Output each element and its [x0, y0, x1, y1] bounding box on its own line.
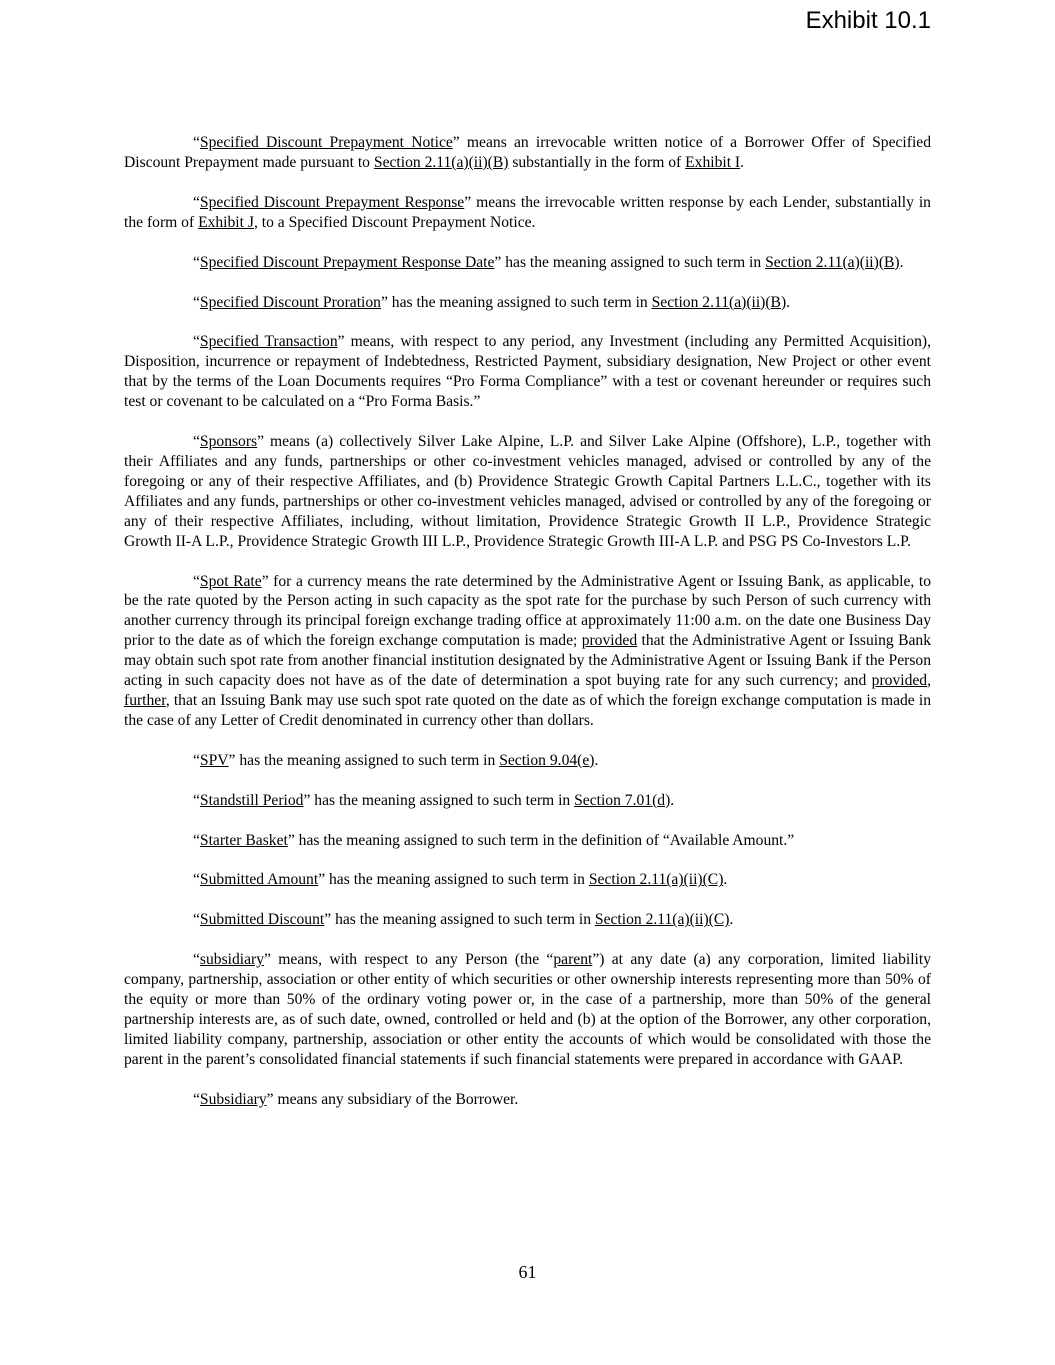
definition-text: . — [594, 751, 599, 769]
definition-text: , that an Issuing Bank may use such spot rate quoted on the date as of which the foreign exchange computation is made in the case of any Letter of Credit denominated in currency other than dollars. — [124, 691, 931, 729]
defined-term: SPV — [199, 751, 229, 769]
section-reference: Section 2.11(a)(ii)(C) — [594, 911, 730, 929]
section-reference: Section 7.01(d) — [574, 791, 671, 809]
definition-text: . — [729, 911, 734, 929]
definition-text: substantially in the form of — [508, 153, 686, 171]
page-number: 61 — [518, 1262, 537, 1282]
proviso-term: further — [124, 691, 166, 709]
defined-term: Specified Transaction — [199, 333, 338, 351]
defined-term: Starter Basket — [199, 831, 288, 849]
definition-text: ” has the meaning assigned to such term in — [318, 871, 589, 889]
definition-submitted-discount: “Submitted Discount” has the meaning assigned to such term in Section 2.11(a)(ii)(C). — [193, 911, 734, 929]
section-reference: Section 2.11(a)(ii)(B) — [651, 293, 787, 311]
definition-text: ” has the meaning assigned to such term in — [228, 751, 500, 769]
definition-text: ” means, with respect to any Person (the “ — [264, 951, 554, 969]
definition-text: ”) at any date (a) any corporation, limited liability company, partnership, association or other entity of which securities or other ownership interests representing more than 50% of the equity or more than 50% of the ordinary voting power or, in the case of a partnership, more than 50% of the general partnership interests are, as of such date, owned, controlled or held and (b) at the option of the Borrower, any other corporation, limited liability company, partnership, association or other entity the accounts of which would be consolidated with those the parent in the parent’s consolidated financial statements if such financial statements were prepared in accordance with GAAP. — [124, 951, 931, 1068]
definition-subsidiary: “Subsidiary” means any subsidiary of the Borrower. — [193, 1090, 519, 1108]
definition-text: . — [899, 253, 904, 271]
document-body — [124, 133, 931, 1130]
definition-text: ” means the irrevocable written response by each Lender, substantially in the form of — [124, 193, 931, 231]
definition-specified-discount-prepayment-response-date: “Specified Discount Prepayment Response Date” has the meaning assigned to such term in Section 2.11(a)(ii)(B). — [193, 253, 904, 271]
defined-term: Specified Discount Prepayment Response — [199, 193, 465, 211]
defined-term: Subsidiary — [199, 1090, 267, 1108]
definition-text: ” means, with respect to any period, any Investment (including any Permitted Acquisition), Disposition, incurrence or repayment of Indebtedness, Restricted Payment, subsidiary designation, New Project or other event that by the terms of the Loan Documents requires “Pro Forma Compliance” with a test or covenant hereunder or requires such test or covenant to be calculated on a “Pro Forma Basis.” — [124, 333, 931, 411]
definition-starter-basket: “Starter Basket” has the meaning assigned to such term in the definition of “Available Amount.” — [193, 831, 795, 849]
definition-text: . — [786, 293, 791, 311]
section-reference: Section 2.11(a)(ii)(C) — [588, 871, 724, 889]
definition-text: ” has the meaning assigned to such term in — [380, 293, 652, 311]
definition-text: that the Administrative Agent or Issuing Bank may obtain such spot rate from another financial institution designated by the Administrative Agent or Issuing Bank if the Person acting in such capacity does not have as of the date of determination a spot buying rate for any such currency; and — [124, 632, 931, 690]
definition-specified-discount-prepayment-notice: “Specified Discount Prepayment Notice” means an irrevocable written notice of a Borrower Offer of Specified Discount Prepayment made pursuant to Section 2.11(a)(ii)(B) substantially in the form of Exhibit I. — [124, 134, 932, 171]
definition-spv: “SPV” has the meaning assigned to such term in Section 9.04(e). — [193, 751, 599, 769]
section-reference: Section 9.04(e) — [499, 751, 595, 769]
definition-text: . — [670, 791, 675, 809]
defined-term: Specified Discount Prepayment Response Date — [199, 253, 495, 271]
definition-text: ” has the meaning assigned to such term in the definition of “Available Amount.” — [287, 831, 795, 849]
definition-standstill-period: “Standstill Period” has the meaning assigned to such term in Section 7.01(d). — [193, 791, 675, 809]
defined-term: Spot Rate — [199, 572, 262, 590]
exhibit-reference: Exhibit J — [198, 213, 254, 231]
definition-text: ” means (a) collectively Silver Lake Alpine, L.P. and Silver Lake Alpine (Offshore), L.P., together with their Affiliates and any funds, partnerships or other co-investment vehicles managed, advised or controlled by any of the foregoing or any of their respective Affiliates, and (b) Providence Strategic Growth Capital Partners L.L.C., together with its Affiliates and any funds, partnerships or other co-investment vehicles managed, advised or controlled by any of the foregoing or any of their respective Affiliates, including, without limitation, Providence Strategic Growth II L.P., Providence Strategic Growth II-A L.P., Providence Strategic Growth III L.P., Providence Strategic Growth III-A L.P. and PSG PS Co-Investors L.P. — [124, 433, 931, 550]
definition-specified-discount-prepayment-response: “Specified Discount Prepayment Response” means the irrevocable written response by each Lender, substantially in the form of Exhibit J, to a Specified Discount Prepayment Notice. — [124, 193, 931, 231]
defined-term: Specified Discount Proration — [199, 293, 381, 311]
definition-text: ” has the meaning assigned to such term in — [494, 253, 766, 271]
definition-text: ” means an irrevocable written notice of a Borrower Offer of Specified Discount Prepayment made pursuant to — [124, 134, 932, 171]
section-reference: Section 2.11(a)(ii)(B) — [765, 253, 900, 271]
definition-text: ” means any subsidiary of the Borrower. — [266, 1090, 519, 1108]
definition-text: , — [927, 672, 931, 690]
definition-text: ” has the meaning assigned to such term in — [303, 791, 575, 809]
definition-text: ” for a currency means the rate determined by the Administrative Agent or Issuing Bank, as applicable, to be the rate quoted by the Person acting in such capacity as the spot rate for the purchase by such Person of such currency with another currency through its principal foreign exchange trading office at approximately 11:00 a.m. on the date one Business Day prior to the date as of which the foreign exchange computation is made; — [124, 572, 932, 650]
definition-text: , to a Specified Discount Prepayment Notice. — [253, 213, 536, 231]
proviso-term: provided — [581, 632, 638, 650]
defined-term: Submitted Discount — [199, 911, 325, 929]
section-reference: Section 2.11(a)(ii)(B) — [373, 153, 509, 171]
definition-subsidiary-lowercase: “subsidiary” means, with respect to any Person (the “parent”) at any date (a) any corporation, limited liability company, partnership, association or other entity of which securities or other ownership interests representing more than 50% of the equity or more than 50% of the ordinary voting power or, in the case of a partnership, more than 50% of the general partnership interests are, as of such date, owned, controlled or held and (b) at the option of the Borrower, any other corporation, limited liability company, partnership, association or other entity the accounts of which would be consolidated with those the parent in the parent’s consolidated financial statements if such financial statements were prepared in accordance with GAAP. — [124, 951, 931, 1068]
definition-text: . — [723, 871, 728, 889]
definition-spot-rate: “Spot Rate” for a currency means the rate determined by the Administrative Agent or Issuing Bank, as applicable, to be the rate quoted by the Person acting in such capacity as the spot rate for the purchase by such Person of such currency with another currency through its principal foreign exchange trading office at approximately 11:00 a.m. on the date one Business Day prior to the date as of which the foreign exchange computation is made; provided that the Administrative Agent or Issuing Bank may obtain such spot rate from another financial institution designated by the Administrative Agent or Issuing Bank if the Person acting in such capacity does not have as of the date of determination a spot buying rate for any such currency; and provided, further, that an Issuing Bank may use such spot rate quoted on the date as of which the foreign exchange computation is made in the case of any Letter of Credit denominated in currency other than dollars. — [124, 572, 932, 729]
definition-submitted-amount: “Submitted Amount” has the meaning assigned to such term in Section 2.11(a)(ii)(C). — [193, 871, 728, 889]
definition-specified-transaction: “Specified Transaction” means, with respect to any period, any Investment (including any Permitted Acquisition), Disposition, incurrence or repayment of Indebtedness, Restricted Payment, subsidiary designation, New Project or other event that by the terms of the Loan Documents requires “Pro Forma Compliance” with a test or covenant hereunder or requires such test or covenant to be calculated on a “Pro Forma Basis.” — [124, 333, 931, 411]
exhibit-reference: Exhibit I — [685, 153, 741, 171]
defined-term-inline: parent — [553, 951, 593, 969]
defined-term: subsidiary — [199, 951, 265, 969]
definition-sponsors: “Sponsors” means (a) collectively Silver Lake Alpine, L.P. and Silver Lake Alpine (Offshore), L.P., together with their Affiliates and any funds, partnerships or other co-investment vehicles managed, advised or controlled by any of the foregoing or any of their respective Affiliates, and (b) Providence Strategic Growth Capital Partners L.L.C., together with its Affiliates and any funds, partnerships or other co-investment vehicles managed, advised or controlled by any of the foregoing or any of their respective Affiliates, including, without limitation, Providence Strategic Growth II L.P., Providence Strategic Growth II-A L.P., Providence Strategic Growth III L.P., Providence Strategic Growth III-A L.P. and PSG PS Co-Investors L.P. — [124, 433, 931, 550]
definition-text: . — [740, 153, 745, 171]
defined-term: Standstill Period — [199, 791, 304, 809]
defined-term: Sponsors — [199, 433, 258, 451]
exhibit-label: Exhibit 10.1 — [805, 7, 931, 34]
defined-term: Specified Discount Prepayment Notice — [199, 134, 453, 151]
defined-term: Submitted Amount — [199, 871, 319, 889]
definition-text: ” has the meaning assigned to such term in — [324, 911, 595, 929]
definition-specified-discount-proration: “Specified Discount Proration” has the meaning assigned to such term in Section 2.11(a)(ii)(B). — [193, 293, 791, 311]
proviso-term: provided — [871, 672, 928, 690]
